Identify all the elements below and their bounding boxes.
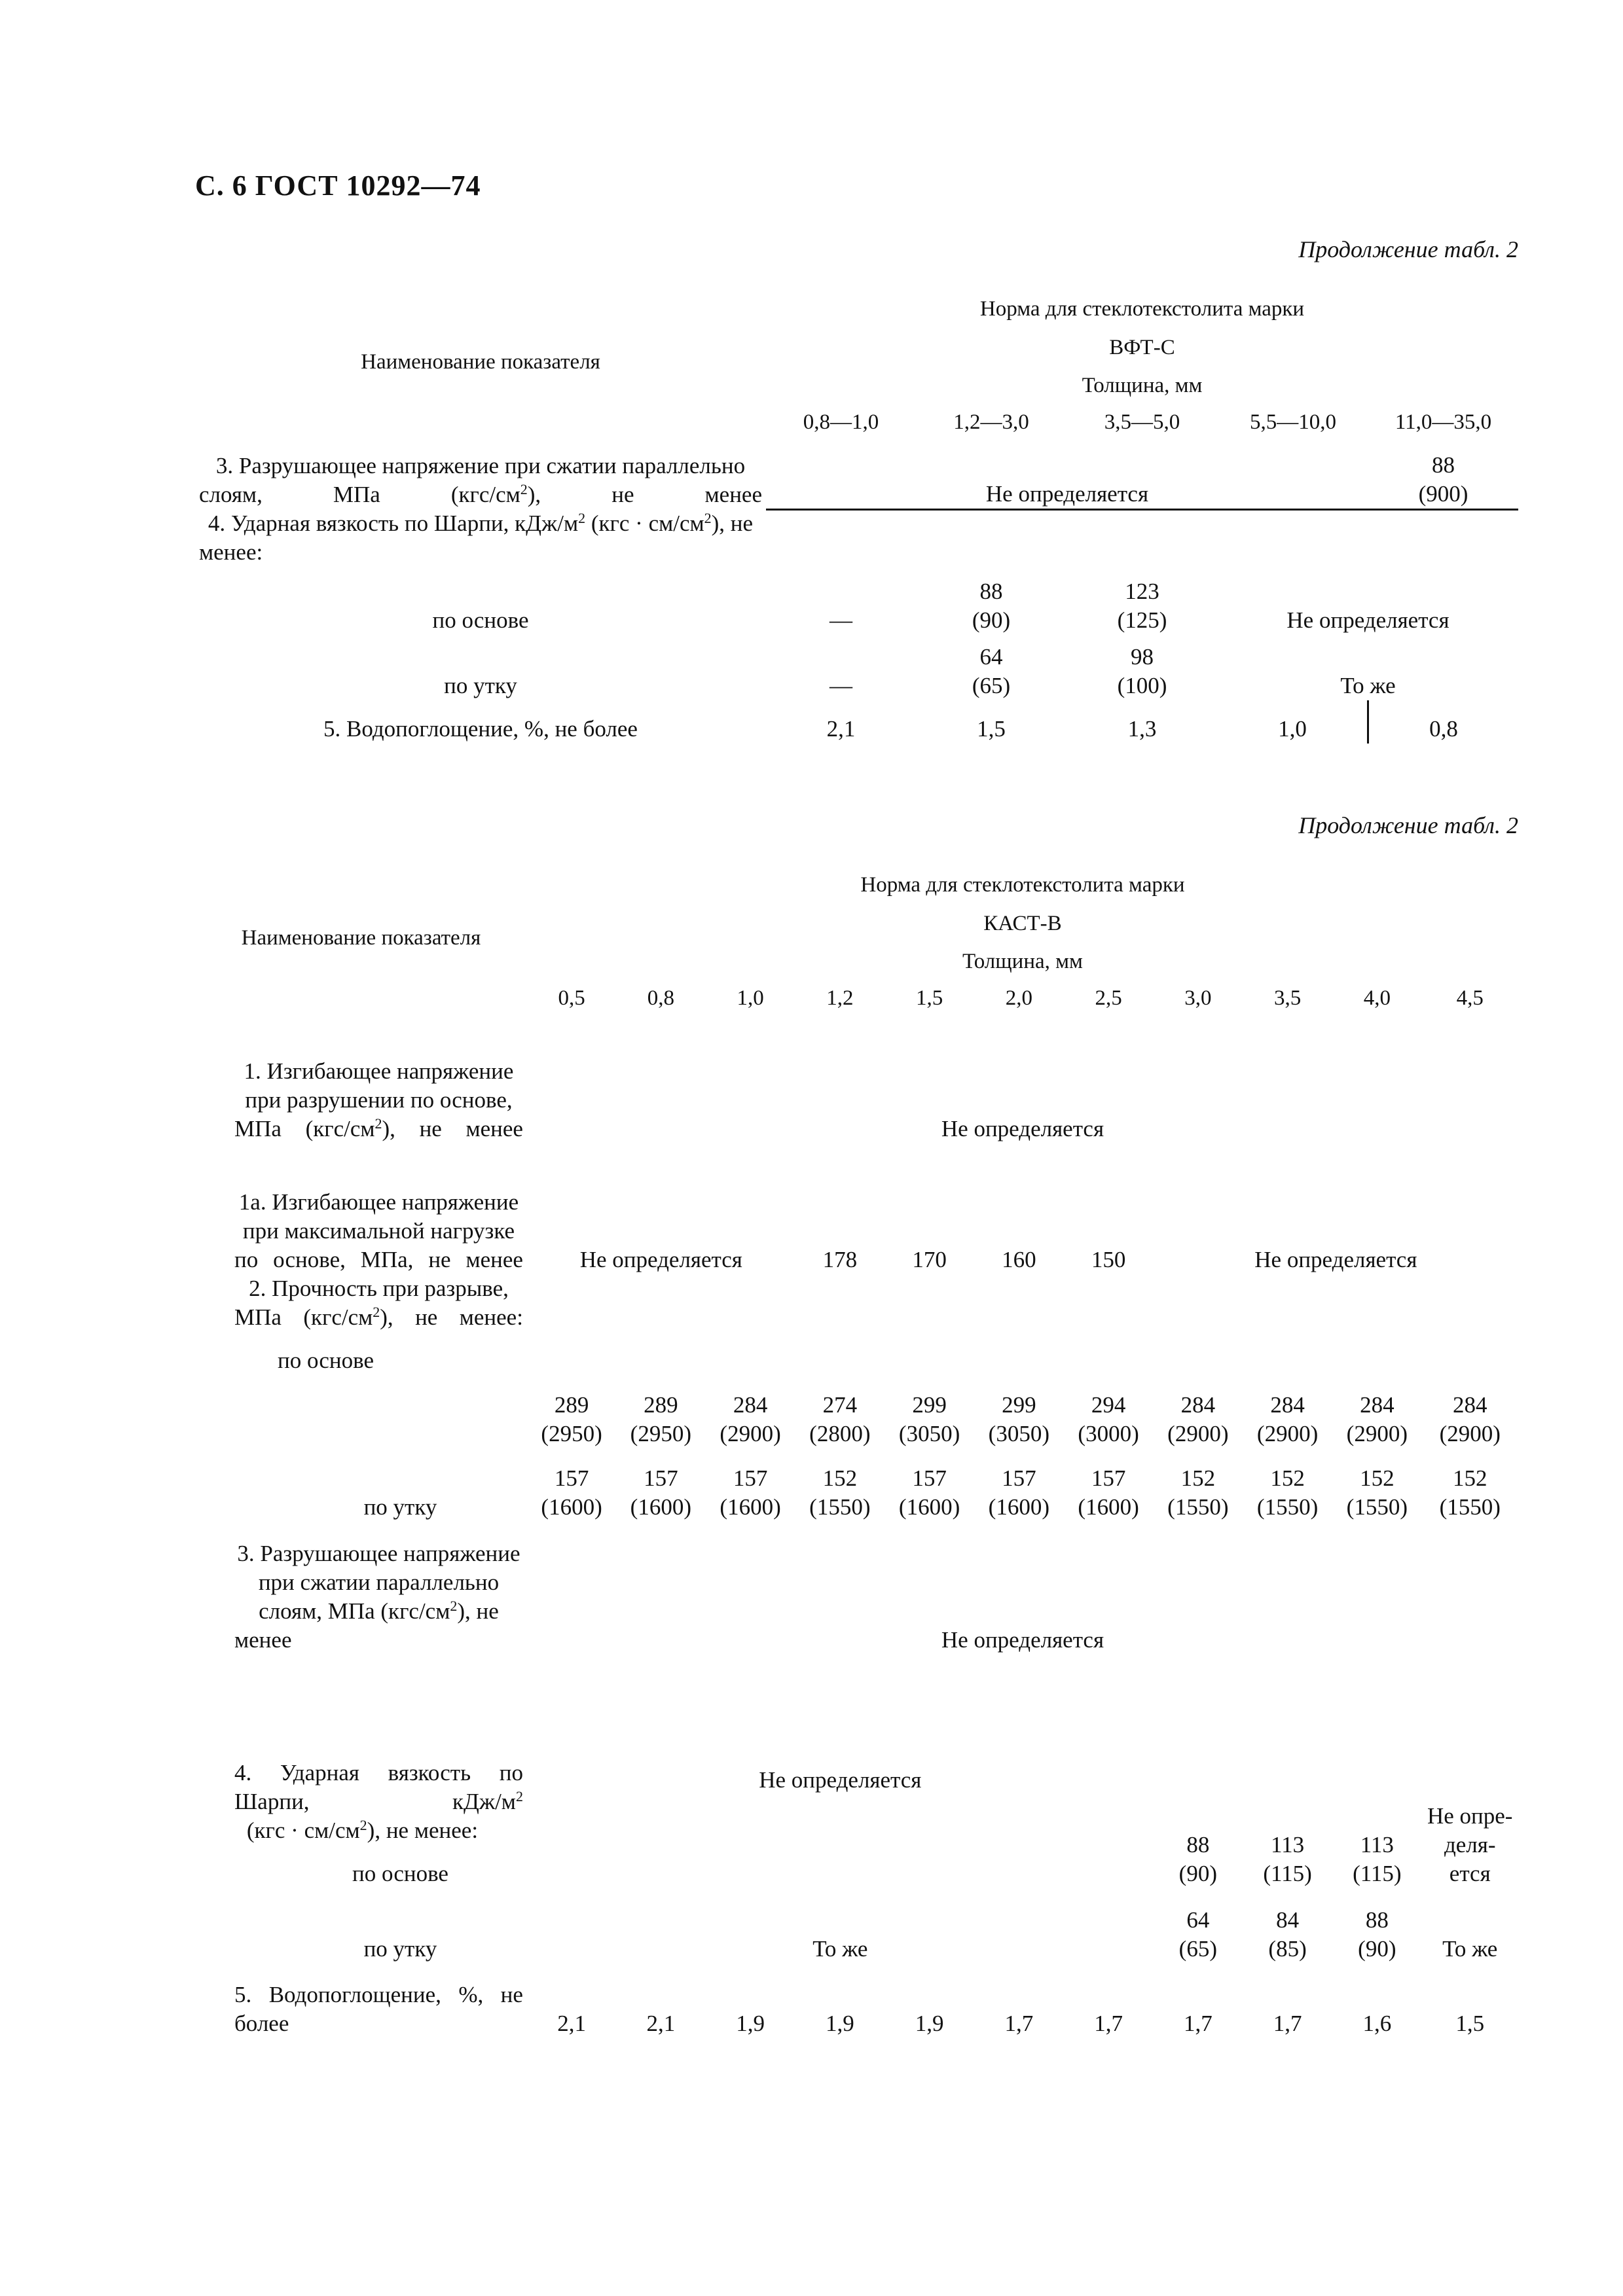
table2-row3-value: Не определяется [941, 1627, 1104, 1653]
table1-norm-header: Норма для стеклотекстолита марки [979, 297, 1305, 321]
table1-row5-value: 1,0 [1278, 716, 1307, 742]
table2-thickness: 0,8 [647, 986, 674, 1010]
table2-row4-warp: 113 (115) [1263, 1832, 1312, 1886]
table2-thickness: 1,2 [826, 986, 854, 1010]
table2-row3-label: 3. Разрушающее напряжение при сжатии параллельно слоям, МПа $(кгс/см^2)$, не менее [234, 1541, 520, 1653]
table1-thickness: 5,5—10,0 [1250, 410, 1336, 434]
table1-row5-value: 1,3 [1127, 716, 1157, 742]
table2-row1a-value: 170 [912, 1247, 947, 1272]
table2-row4-weft: 84 (85) [1268, 1907, 1307, 1962]
table1-continuation-label: Продолжение табл. 2 [1298, 236, 1518, 262]
table1-row4-warp-value: — [830, 607, 852, 633]
table2-row1-value: Не определяется [941, 1116, 1104, 1141]
table1-row4-values [195, 562, 1518, 744]
table2-row4-weft-last: То же [1442, 1936, 1498, 1962]
table2-row2-warp: 299 (3050) [988, 1392, 1049, 1446]
table2-row5-value: 1,9 [915, 2011, 944, 2036]
table1-row3-value: Не определяется [985, 480, 1149, 507]
table2-row2-weft: 152 (1550) [1346, 1465, 1408, 1520]
table2-row5-value: 1,5 [1455, 2011, 1485, 2036]
table2-thickness: 3,5 [1273, 986, 1302, 1010]
table2-row1a-value: 150 [1091, 1247, 1126, 1272]
table1-row4-warp-value: 88 (90) [972, 579, 1011, 633]
table2-thickness: 3,0 [1184, 986, 1212, 1010]
table2-row1a-left: Не определяется [579, 1247, 742, 1272]
table-kast-v [195, 863, 1518, 2038]
table2-row4-weft: 88 (90) [1358, 1907, 1396, 1962]
table1-row4-label: 4. Ударная вязкость по Шарпи, кДж/$м^2$ $(кгс \cdot см/см^2)$, не менее: [199, 510, 754, 565]
table1-thickness: 3,5—5,0 [1104, 410, 1180, 434]
table1-row3-label: 3. Разрушающее напряжение при сжатии параллельно слоям, МПа $(кгс/см^2)$, не менее [199, 453, 762, 507]
table2-row5-value: 1,9 [736, 2011, 765, 2036]
table2-row4-warp-label: по основе [352, 1861, 448, 1886]
table2-row2-warp: 284 (2900) [1439, 1392, 1501, 1446]
table2-row2-warp: 289 (2950) [630, 1392, 691, 1446]
table2-name-header: Наименование показателя [241, 925, 481, 950]
table2-row2-warp: 284 (2900) [1167, 1392, 1229, 1446]
table2-row2-weft: 157 (1600) [630, 1465, 691, 1520]
page-header: С. 6 ГОСТ 10292—74 [195, 170, 481, 202]
table1-row5-value: 2,1 [826, 716, 856, 742]
table2-row2-weft: 152 (1550) [1167, 1465, 1229, 1520]
table2-row2-weft: 157 (1600) [720, 1465, 781, 1520]
table1-row5-value: 0,8 [1368, 700, 1519, 744]
table2-thickness: 2,5 [1095, 986, 1122, 1010]
table2-row2-warp: 299 (3050) [898, 1392, 960, 1446]
table2-row2-weft: 152 (1550) [1439, 1465, 1501, 1520]
table1-row4-weft-value: — [830, 673, 852, 698]
table2-row5-value: 1,6 [1362, 2011, 1392, 2036]
table1-thickness: 11,0—35,0 [1395, 410, 1492, 434]
table2-row5-value: 2,1 [557, 2011, 586, 2036]
table1-row4-weft-value: 64 (65) [972, 644, 1011, 698]
table2-row1a-right: Не определяется [1254, 1247, 1417, 1272]
table1-thickness-header: Толщина, мм [1082, 374, 1203, 397]
table2-row4-weft-label: по утку [363, 1936, 437, 1962]
table1-grade: ВФТ-С [1109, 336, 1175, 359]
table2-thickness: 1,0 [737, 986, 764, 1010]
table1-row5-split [1218, 700, 1518, 744]
table2-row1-label: 1. Изгибающее напряжение при разрушении по основе, МПа $(кгс/см^2)$, не менее [234, 1058, 523, 1141]
table2-row2-label: 2. Прочность при разрыве, МПа $(кгс/см^2)$, не менее: по основе [195, 1274, 527, 1448]
table2-row1a-label: 1а. Изгибающее напряжение при максимальной нагрузке по основе, МПа, не менее [234, 1189, 523, 1272]
table1-row4-weft-label: по утку [444, 673, 517, 698]
table2-thickness: 2,0 [1005, 986, 1032, 1010]
table2-row2-weft: 157 (1600) [1078, 1465, 1139, 1520]
table1-row4-warp-value: 123 (125) [1117, 579, 1167, 633]
table2-row4-weft: 64 (65) [1178, 1907, 1217, 1962]
table2-row5-value: 1,7 [1004, 2011, 1034, 2036]
table1-row4-weft-rest: То же [1340, 673, 1396, 698]
table2-row2-warp: 289 (2950) [541, 1392, 602, 1446]
table2-row2-warp: 284 (2900) [720, 1392, 781, 1446]
table2-row2-warp: 294 (3000) [1078, 1392, 1139, 1446]
table2-row2-warp: 274 (2800) [809, 1392, 871, 1446]
table2-row2-weft-label: по утку [363, 1494, 437, 1520]
table2-row2-weft: 157 (1600) [988, 1465, 1049, 1520]
table2-grade: КАСТ-В [983, 912, 1062, 935]
table2-row2-weft: 152 (1550) [1256, 1465, 1319, 1520]
table2-row4-weft-span: То же [812, 1936, 868, 1962]
table2-row4-label: 4. Ударная вязкость по Шарпи, кДж/$м^2$ $(кгс \cdot см/см^2)$, не менее: по основе [195, 1655, 527, 1888]
table2-row5-value: 1,7 [1094, 2011, 1123, 2036]
table2-row1a-value: 160 [1002, 1247, 1036, 1272]
table2-row2-warp: 284 (2900) [1346, 1392, 1408, 1446]
table2-row2-weft: 152 (1550) [809, 1465, 871, 1520]
table1-row3-last: 88 (900) [1418, 452, 1468, 507]
table2-row2-warp-label: по основе [278, 1348, 374, 1373]
table1-thickness: 0,8—1,0 [803, 410, 879, 434]
table2-row2-warp: 284 (2900) [1256, 1392, 1319, 1446]
table2-continuation-label: Продолжение табл. 2 [1298, 812, 1518, 838]
table1-row4-warp-rest: Не определяется [1286, 607, 1450, 633]
table2-row4-warp-last: Не опре-деля-ется [1427, 1803, 1513, 1886]
table1-name-header: Наименование показателя [361, 350, 600, 374]
table2-thickness: 1,5 [915, 986, 943, 1010]
table2-row4-warp: 88 (90) [1178, 1832, 1217, 1886]
table1-thickness: 1,2—3,0 [953, 410, 1029, 434]
table2-row5-value: 2,1 [646, 2011, 676, 2036]
table2-thickness: 0,5 [558, 986, 585, 1010]
table2-thickness: 4,5 [1456, 986, 1484, 1010]
table2-row2-weft: 157 (1600) [541, 1465, 602, 1520]
table1-row5-value: 1,5 [977, 716, 1006, 742]
table2-row5-value: 1,7 [1183, 2011, 1213, 2036]
table2-thickness-header: Толщина, мм [962, 950, 1083, 973]
table2-row5-value: 1,9 [825, 2011, 854, 2036]
table2-row4-warp-span: Не определяется [759, 1767, 922, 1793]
table2-row1a-value: 178 [822, 1247, 858, 1272]
table-vft-s [195, 287, 1518, 567]
table2-thickness: 4,0 [1363, 986, 1391, 1010]
table2-row5-value: 1,7 [1273, 2011, 1302, 2036]
table1-row4-warp-label: по основе [432, 607, 529, 633]
table2-norm-header: Норма для стеклотекстолита марки [860, 873, 1185, 897]
table1-row4-weft-value: 98 (100) [1117, 644, 1167, 698]
table2-row4-warp: 113 (115) [1353, 1832, 1402, 1886]
table1-row5-label: 5. Водопоглощение, %, не более [323, 716, 638, 742]
table2-row5-label: 5. Водопоглощение, %, не более [234, 1982, 523, 2036]
table2-row2-weft: 157 (1600) [898, 1465, 960, 1520]
